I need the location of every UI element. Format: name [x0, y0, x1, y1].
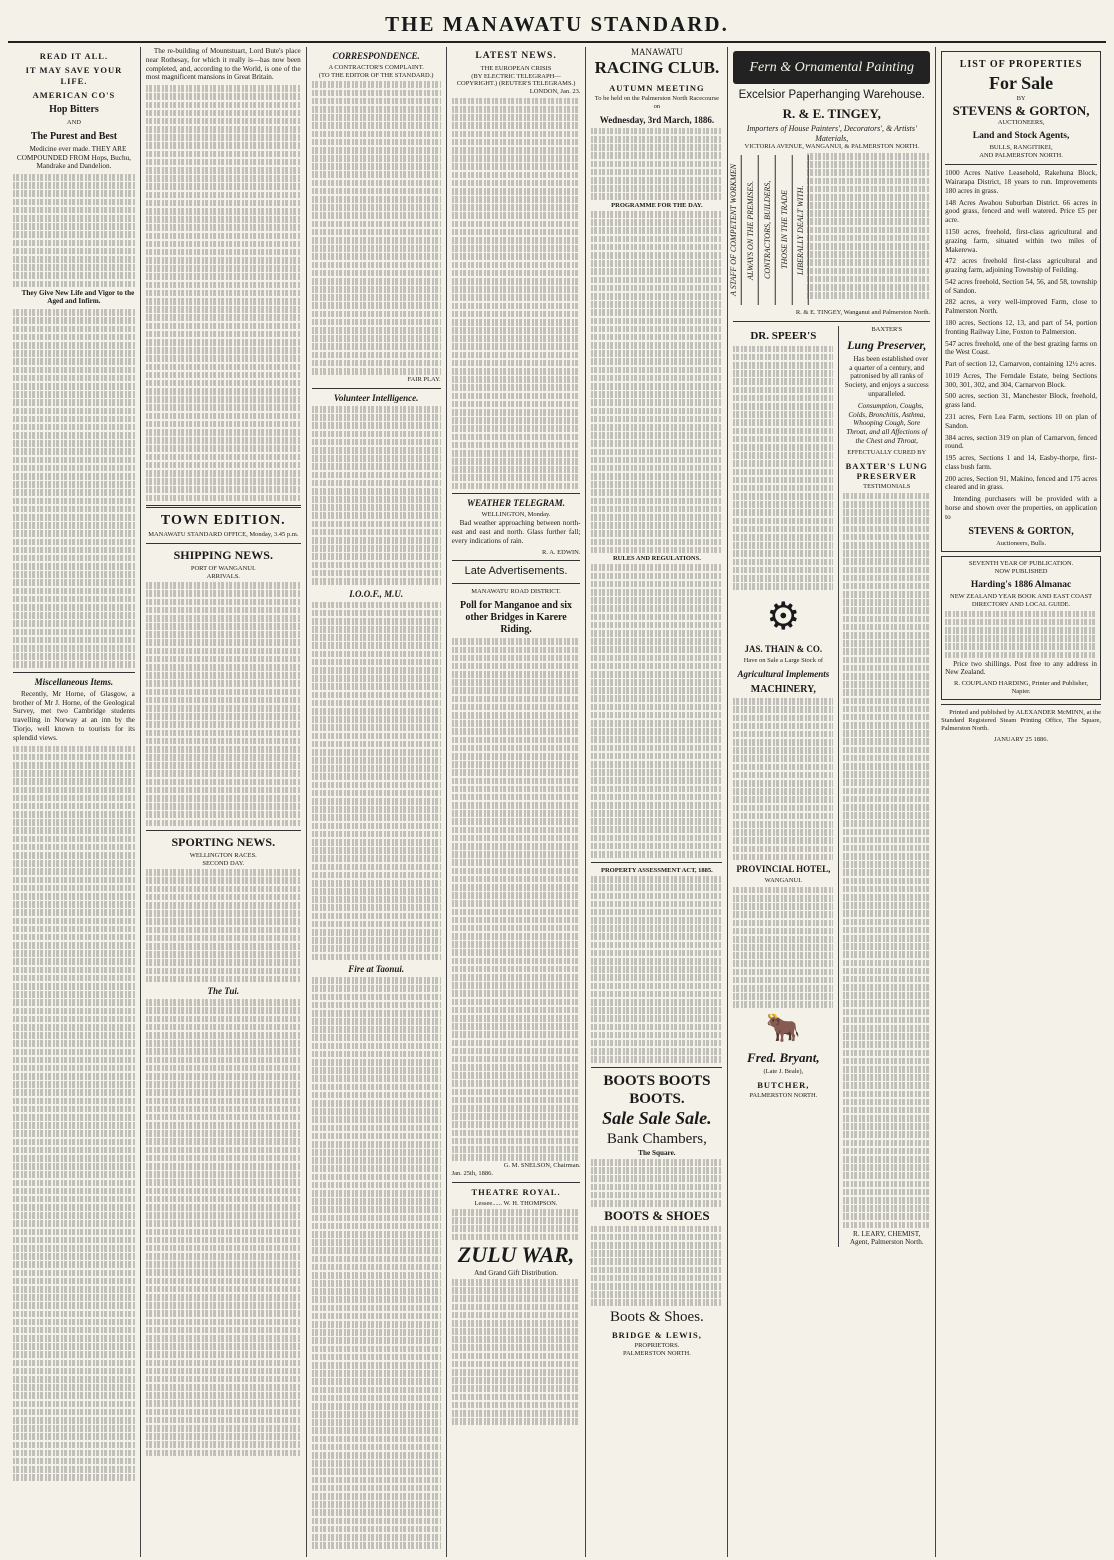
masthead: THE MANAWATU STANDARD. — [8, 6, 1106, 43]
property-listing: 384 acres, section 319 on plan of Carnarvon, fenced round. — [945, 433, 1097, 451]
text-filler — [591, 876, 722, 1063]
bryant-address: PALMERSTON NORTH. — [749, 1092, 818, 1100]
column-2 — [141, 47, 307, 1557]
testimonials-label: TESTIMONIALS — [863, 483, 911, 491]
boots-heading-2: BOOTS. — [629, 1091, 685, 1108]
text-filler — [591, 211, 722, 553]
butcher-label: BUTCHER, — [757, 1079, 810, 1090]
column-7 — [936, 47, 1106, 1557]
road-district-label: MANAWATU ROAD DISTRICT. — [471, 587, 561, 595]
by-label: BY — [1016, 95, 1026, 103]
proprietors-label: PROPRIETORS. — [634, 1342, 680, 1350]
late-ads-heading: Late Advertisements. — [464, 565, 568, 578]
theatre-heading: THEATRE ROYAL. — [471, 1187, 561, 1198]
thain-heading: JAS. THAIN & CO. — [744, 644, 823, 655]
text-filler — [843, 493, 930, 1228]
text-filler — [312, 406, 441, 585]
misc-heading: Miscellaneous Items. — [34, 676, 114, 687]
lung-heading: Lung Preserver, — [847, 338, 927, 353]
town-edition-heading: TOWN EDITION. — [160, 513, 286, 529]
text-filler — [13, 309, 135, 668]
speer-heading: DR. SPEER'S — [750, 330, 817, 343]
palmerston-label: PALMERSTON NORTH. — [622, 1350, 691, 1358]
wellington-dateline: WELLINGTON, Monday. — [481, 511, 551, 519]
ioof-heading: I.O.O.F., M.U. — [349, 588, 404, 599]
painting-banner: Fern & Ornamental Painting — [733, 51, 930, 84]
grand-gift-label: And Grand Gift Distribution. — [474, 1268, 558, 1277]
issue-date: JANUARY 25 1886. — [994, 735, 1049, 743]
text-filler — [146, 999, 301, 1456]
programme-label: PROGRAMME FOR THE DAY. — [611, 201, 703, 209]
property-list — [945, 169, 1097, 492]
effectually-label: EFFECTUALLY CURED BY — [847, 448, 927, 456]
stevens-footer: STEVENS & GORTON, — [968, 525, 1074, 537]
text-filler — [452, 1279, 581, 1425]
columns — [8, 47, 1106, 1557]
properties-box — [941, 51, 1101, 552]
property-act-label: PROPERTY ASSESSMENT ACT, 1885. — [601, 866, 713, 874]
bryant-heading: Fred. Bryant, — [747, 1050, 820, 1066]
property-listing: 195 acres, Sections 1 and 14, Easby-thorpe, first-class bush farm. — [945, 454, 1097, 471]
text-filler — [733, 698, 833, 860]
text-filler — [452, 1209, 581, 1240]
property-listing: 200 acres, Section 91, Makino, fenced and 175 acres cleared and in grass. — [945, 474, 1097, 492]
text-filler — [452, 98, 581, 489]
tui-heading: The Tui. — [207, 986, 240, 997]
poll-heading: Poll for Manganoe and six other Bridges in Karere Riding. — [460, 599, 573, 636]
may-save-heading: IT MAY SAVE YOUR LIFE. — [25, 65, 123, 86]
text-filler — [13, 746, 135, 1481]
text-filler — [945, 611, 1097, 659]
property-listing: 1000 Acres Native Leasehold, Rakehuna Block, Wairarapa District, 18 years to run. Improvements 180 acres in grass. — [945, 169, 1097, 195]
baxter-lung-label: BAXTER'S LUNG PRESERVER — [845, 460, 928, 481]
text-filler — [733, 887, 833, 1008]
rules-label: RULES AND REGULATIONS. — [612, 554, 701, 562]
read-it-heading: READ IT ALL. — [39, 51, 109, 61]
telegraph-note: (BY ELECTRIC TELEGRAPH—COPYRIGHT.) (REUTER'S TELEGRAMS.) — [456, 72, 576, 88]
ox-icon: 🐂 — [765, 1013, 801, 1044]
column-4 — [447, 47, 587, 1557]
chairman-signature: G. M. SNELSON, Chairman. — [503, 1162, 581, 1170]
bulls-label: BULLS, RANGITIKEI, — [989, 144, 1053, 152]
excelsior-heading: Excelsior Paperhanging Warehouse. — [738, 89, 925, 102]
square-label: The Square. — [638, 1148, 676, 1157]
sporting-heading: SPORTING NEWS. — [171, 835, 276, 850]
property-listing: 547 acres freehold, one of the best grazing farms on the West Coast. — [945, 339, 1097, 357]
misc-body: Recently, Mr Horne, of Glasgow, a brother of Mr J. Horne, of the Geological Survey, met two Cambridge students travelling in Norway at an inn by the Tiorjo, well known to tourists for its splendid views. — [13, 689, 135, 742]
text-filler — [146, 869, 301, 982]
poll-date: Jan. 25th, 1886. — [451, 1170, 493, 1178]
text-filler — [591, 564, 722, 857]
printed-by-text: Printed and published by ALEXANDER McMINN, at the Standard Registered Steam Printing Office, The Square, Palmerston North. — [941, 709, 1101, 732]
vert-slogan-4: THOSE IN THE TRADE — [778, 155, 793, 305]
vert-slogan-3: CONTRACTORS, BUILDERS, — [761, 155, 776, 305]
sale-heading: Sale Sale Sale. — [602, 1108, 712, 1129]
land-stock-heading: Land and Stock Agents, — [972, 130, 1070, 141]
autumn-sub: To be held on the Palmerston North Racecourse on — [594, 95, 720, 110]
right-subcolumn — [838, 326, 930, 1247]
tingey-address: VICTORIA AVENUE, WANGANUI, & PALMERSTON NORTH. — [744, 143, 919, 151]
text-filler — [146, 582, 301, 826]
text-filler — [312, 602, 441, 961]
arrivals-label: ARRIVALS. — [206, 572, 240, 580]
nz-year-label: NEW ZEALAND YEAR BOOK AND EAST COAST DIRECTORY AND LOCAL GUIDE. — [950, 593, 1093, 609]
leary-signature: R. LEARY, CHEMIST, Agent, Palmerston North. — [849, 1229, 924, 1247]
tingey-signoff: R. & E. TINGEY, Wanganui and Palmerston North. — [795, 309, 931, 317]
consumption-text: Consumption, Coughs, Colds, Bronchitis, Asthma, Whooping Cough, Sore Throat, and all Affections of the Chest and Throat, — [846, 401, 928, 445]
seventh-year-label: SEVENTH YEAR OF PUBLICATION. — [968, 559, 1074, 567]
wanganui-label: WANGANUI. — [764, 877, 803, 885]
hop-bitters-heading: Hop Bitters — [49, 104, 99, 116]
purest-heading: The Purest and Best — [30, 130, 118, 142]
column-5 — [586, 47, 728, 1557]
text-filler — [13, 174, 135, 287]
hop-body-1: Medicine ever made. THEY ARE COMPOUNDED FROM Hops, Buchu, Mandrake and Dandelion. — [16, 144, 131, 171]
property-listing: 1150 acres, freehold, first-class agricultural and grazing farm, situated within two miles of Makerewa. — [945, 227, 1097, 254]
lessee-label: Lessee...... W. H. THOMPSON. — [474, 1199, 558, 1207]
text-filler — [312, 977, 441, 1549]
property-listing: 542 acres freehold, Section 54, 56, and 58, township of Sandon. — [945, 277, 1097, 295]
and-pn-label: AND PALMERSTON NORTH. — [979, 152, 1063, 160]
london-dateline: LONDON, Jan. 23. — [529, 88, 581, 96]
european-crisis-label: THE EUROPEAN CRISIS — [480, 64, 552, 72]
text-filler — [591, 128, 722, 200]
tingey-heading: R. & E. TINGEY, — [782, 106, 881, 122]
text-filler — [807, 151, 930, 309]
hop-body-2: They Give New Life and Vigor to the Aged and Infirm. — [21, 288, 135, 306]
property-listing: 472 acres freehold first-class agricultural and grazing farm, adjoining Township of Feilding. — [945, 257, 1097, 275]
vert-slogan-5: LIBERALLY DEALT WITH. — [794, 155, 809, 305]
town-edition-sub: MANAWATU STANDARD OFFICE, Monday, 3.45 p.m. — [148, 531, 299, 539]
text-filler — [733, 346, 833, 590]
property-listing: 500 acres, section 31, Manchester Block, freehold, grass land. — [945, 392, 1097, 410]
fair-play-signature: FAIR PLAY. — [407, 376, 441, 384]
property-listing: 231 acres, Fern Lea Farm, sections 10 on plan of Sandon. — [945, 413, 1097, 430]
vert-slogan-1: A STAFF OF COMPETENT WORKMEN — [728, 155, 742, 305]
property-listing: 180 acres, Sections 12, 13, and part of 54, portion fronting Railway Line, Foxton to Palmerston. — [945, 318, 1097, 336]
fire-heading: Fire at Taonui. — [348, 964, 405, 975]
lung-sub: Has been established over a quarter of a century, and patronised by all ranks of Society, and enjoys a success unparalleled. — [844, 354, 929, 398]
zulu-war-heading: ZULU WAR, — [457, 1241, 575, 1267]
weather-heading: WEATHER TELEGRAM. — [467, 498, 566, 509]
vertical-slogans — [729, 155, 806, 305]
column-6 — [728, 47, 936, 1557]
thain-sub: Have on Sale a Large Stock of — [743, 657, 823, 665]
edwin-signature: R. A. EDWIN. — [542, 548, 581, 556]
text-filler — [146, 85, 301, 501]
list-heading: LIST OF PROPERTIES — [959, 59, 1083, 70]
property-listing: Part of section 12, Carnarvon, containing 12½ acres. — [945, 360, 1097, 369]
provincial-heading: PROVINCIAL HOTEL, — [736, 864, 831, 875]
now-published-label: NOW PUBLISHED — [994, 567, 1048, 575]
column-1 — [8, 47, 141, 1557]
machinery-heading: MACHINERY, — [750, 683, 816, 695]
baxter-label: BAXTER'S — [871, 326, 903, 334]
and-word: AND — [66, 118, 81, 126]
property-listing: 282 acres, a very well-improved Farm, close to Palmerston North. — [945, 298, 1097, 316]
price-text: Price two shillings. Post free to any address in New Zealand. — [945, 659, 1097, 677]
racing-club-heading: RACING CLUB. — [594, 57, 720, 77]
boots-shoes-heading: BOOTS & SHOES — [604, 1208, 710, 1224]
column-3 — [307, 47, 447, 1557]
volunteer-heading: Volunteer Intelligence. — [333, 393, 419, 404]
manawatu-label: MANAWATU — [631, 47, 683, 57]
correspondence-heading: CORRESPONDENCE. — [332, 51, 420, 61]
boots-heading-1: BOOTS BOOTS — [603, 1072, 711, 1089]
mountstuart-body: The re-building of Mountstuart, Lord Bute's place near Rothesay, for which it really is—has now been completed, and, according to the World, is one of the most magnificent mansions in Great Britain. — [145, 47, 301, 82]
beale-label: (Late J. Beale), — [763, 1068, 804, 1076]
boots-shoes-heading-2: Boots & Shoes. — [610, 1308, 704, 1325]
tractor-icon: ⚙ — [766, 595, 801, 638]
for-sale-heading: For Sale — [988, 73, 1054, 94]
autumn-date: Wednesday, 3rd March, 1886. — [599, 114, 715, 125]
text-filler — [591, 1159, 722, 1207]
text-filler — [452, 638, 581, 1160]
bank-chambers-heading: Bank Chambers, — [606, 1131, 707, 1148]
port-label: PORT OF WANGANUI. — [190, 564, 256, 572]
american-heading: AMERICAN CO'S — [32, 90, 116, 101]
complaint-label: A CONTRACTOR'S COMPLAINT. — [328, 63, 424, 71]
latest-news-heading: LATEST NEWS. — [475, 51, 557, 61]
bridge-lewis-label: BRIDGE & LEWIS, — [611, 1329, 702, 1340]
second-day-label: SECOND DAY. — [202, 859, 245, 867]
intending-text: Intending purchasers will be provided with a horse and shown over the properties, on application to — [945, 495, 1097, 521]
text-filler — [591, 1226, 722, 1306]
vert-slogan-2: ALWAYS ON THE PREMISES. — [744, 155, 759, 305]
left-subcolumn — [733, 326, 833, 1247]
weather-body: Bad weather approaching between north-east and east and north. Glass further fall; every indications of rain. — [451, 519, 581, 545]
almanac-box — [941, 556, 1101, 700]
coupland-label: R. COUPLAND HARDING, Printer and Publisher, Napier. — [954, 680, 1089, 696]
importers-label: Importers of House Painters', Decorators', & Artists' Materials, — [746, 123, 917, 143]
stevens-heading: STEVENS & GORTON, — [952, 103, 1090, 119]
property-listing: 1019 Acres, The Ferndale Estate, being Sections 300, 301, 302, and 304, Carnarvon Block. — [945, 371, 1097, 389]
text-filler — [312, 81, 441, 374]
agri-heading: Agricultural Implements — [737, 668, 830, 679]
harding-heading: Harding's 1886 Almanac — [970, 579, 1072, 590]
races-label: WELLINGTON RACES. — [189, 851, 257, 859]
editor-label: (TO THE EDITOR OF THE STANDARD.) — [318, 71, 434, 79]
shipping-heading: SHIPPING NEWS. — [173, 548, 273, 563]
auctioneers-footer: Auctioneers, Bulls. — [996, 539, 1047, 547]
autumn-heading: AUTUMN MEETING — [609, 82, 705, 93]
auctioneers-label: AUCTIONEERS, — [997, 118, 1045, 126]
property-listing: 148 Acres Awahou Suburban District. 66 acres in good grass, fenced and well watered. Price £5 per acre. — [945, 198, 1097, 225]
